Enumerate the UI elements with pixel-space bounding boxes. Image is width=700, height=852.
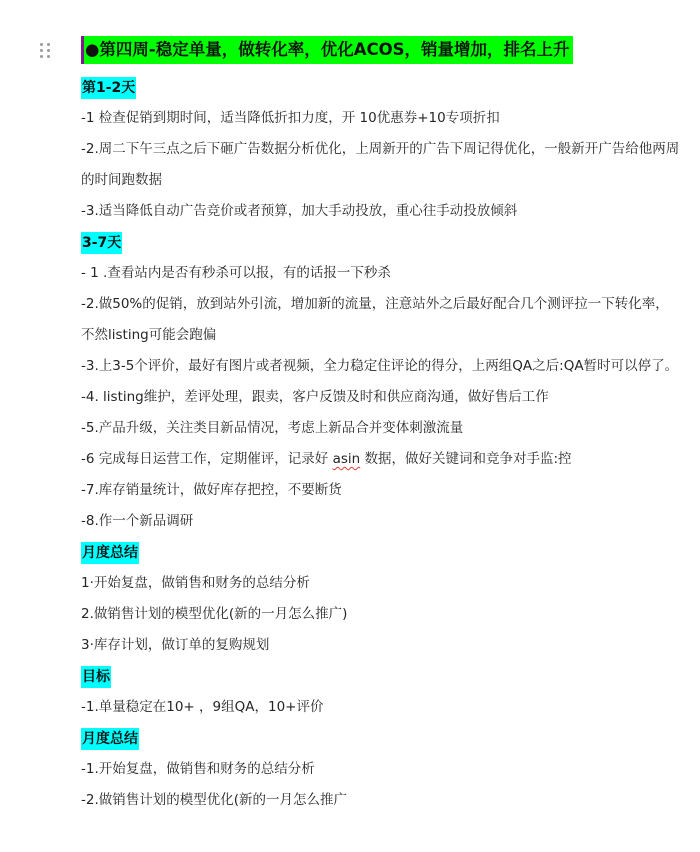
list-item[interactable]: -2.周二下午三点之后下砸广告数据分析优化，上周新开的广告下周记得优化，一般新开广告给他两周的时间跑数据 [81, 141, 680, 188]
list-item[interactable]: -1 检查促销到期时间，适当降低折扣力度，开 10优惠券+10专项折扣 [81, 110, 500, 126]
section-label-row [81, 227, 681, 258]
drag-handle-dot [40, 43, 43, 46]
section-label[interactable]: 月度总结 [81, 542, 139, 564]
drag-handle-dot [47, 49, 50, 52]
list-item[interactable]: -1.单量稳定在10+ ，9组QA，10+评价 [81, 699, 324, 715]
drag-handle-dot [40, 55, 43, 58]
document-body [81, 36, 681, 816]
list-item[interactable]: 2.做销售计划的模型优化(新的一月怎么推广) [81, 606, 348, 622]
list-item-text: 数据，做好关键词和竞争对手监:控 [364, 451, 572, 467]
list-item[interactable]: -7.库存销量统计，做好库存把控，不要断货 [81, 482, 342, 498]
section-label-row [81, 661, 681, 692]
section-label-row [81, 537, 681, 568]
list-item[interactable]: -3.适当降低自动广告竞价或者预算，加大手动投放，重心往手动投放倾斜 [81, 203, 518, 219]
list-item[interactable]: - 1 .查看站内是否有秒杀可以报，有的话报一下秒杀 [81, 265, 391, 281]
list-item[interactable]: -2.做50%的促销，放到站外引流，增加新的流量，注意站外之后最好配合几个测评拉一下转化率，不然listing可能会跑偏 [81, 296, 669, 343]
section-label-row [81, 72, 681, 103]
list-item[interactable]: -5.产品升级，关注类目新品情况，考虑上新品合并变体刺激流量 [81, 420, 464, 436]
section-label-row [81, 723, 681, 754]
drag-handle-dot [47, 55, 50, 58]
drag-handle-dot [47, 43, 50, 46]
list-item[interactable] [81, 444, 681, 475]
section-label[interactable]: 月度总结 [81, 728, 139, 750]
drag-handle-dot [40, 49, 43, 52]
list-item[interactable]: -8.作一个新品调研 [81, 513, 194, 529]
block-drag-handle[interactable] [40, 43, 52, 59]
section-label[interactable]: 第1-2天 [81, 77, 136, 99]
heading-row [81, 36, 681, 72]
section-label[interactable]: 目标 [81, 666, 111, 688]
list-item[interactable]: -1.开始复盘，做销售和财务的总结分析 [81, 761, 315, 777]
list-item-text: -6 完成每日运营工作，定期催评，记录好 [81, 451, 329, 467]
list-item[interactable]: -2.做销售计划的模型优化(新的一月怎么推广 [81, 792, 348, 808]
page-heading[interactable]: ●第四周-稳定单量，做转化率，优化ACOS，销量增加，排名上升 [81, 36, 573, 64]
section-label[interactable]: 3-7天 [81, 232, 122, 254]
list-item[interactable]: -3.上3-5个评价，最好有图片或者视频，全力稳定住评论的得分，上两组QA之后:QA暂时可以停了。 [81, 358, 679, 374]
list-item[interactable]: 3·库存计划，做订单的复购规划 [81, 637, 270, 653]
list-item[interactable]: -4. listing维护，差评处理，跟卖，客户反馈及时和供应商沟通，做好售后工作 [81, 389, 549, 405]
spellcheck-word[interactable]: asin [332, 451, 361, 467]
list-item[interactable]: 1·开始复盘，做销售和财务的总结分析 [81, 575, 310, 591]
